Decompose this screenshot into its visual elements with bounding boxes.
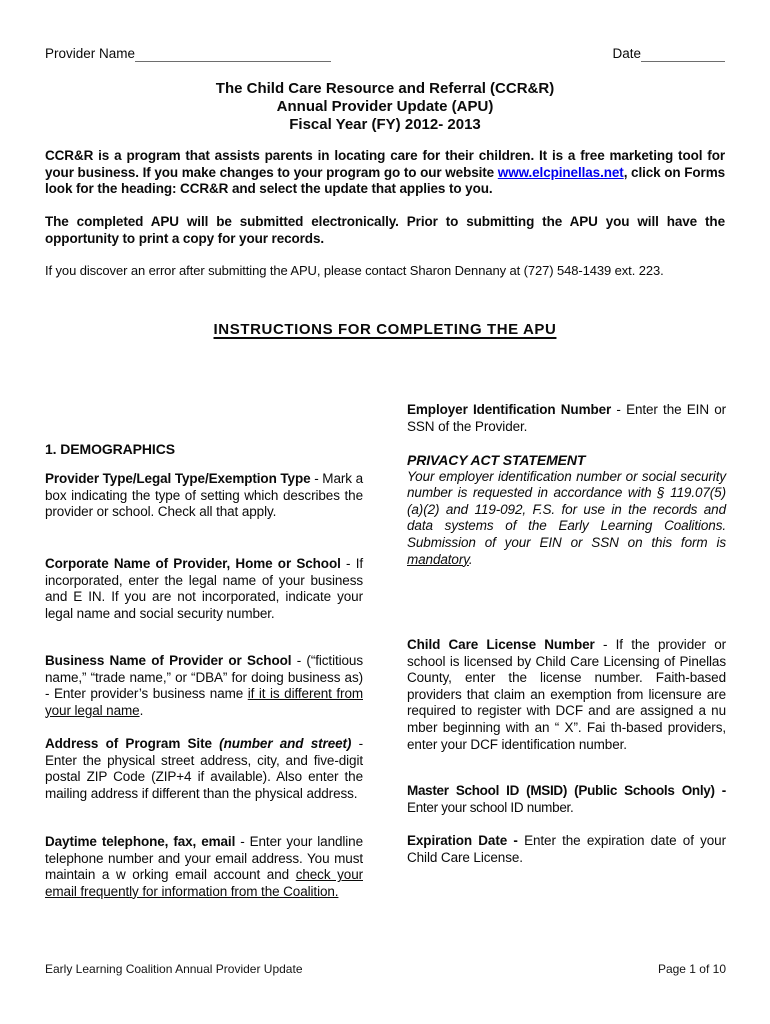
para-daytime-contact xyxy=(45,834,363,900)
text-privacy-underlined: mandatory xyxy=(407,551,469,567)
sep-corporate-name: - xyxy=(340,556,356,571)
term-daytime-contact: Daytime telephone, fax, email xyxy=(45,834,236,849)
intro-paragraph-2: The completed APU will be submitted electronically. Prior to submitting the APU you will have the opportunity to print a copy for your records. xyxy=(45,214,725,246)
title-line-2: Annual Provider Update (APU) xyxy=(276,98,494,115)
para-corporate-name xyxy=(45,556,363,622)
text-privacy: Your employer identification number or social security number is requested in accordance with § 119.07(5)(a)(2) and 119-092, F.S. for use in the records and data systems of the Early Learning Coalitions. Submission of your EIN or SSN on this form is xyxy=(407,468,726,550)
para-business-name xyxy=(45,653,363,719)
term-address: Address of Program Site xyxy=(45,736,212,751)
text-msid: Enter your school ID number. xyxy=(407,799,574,815)
privacy-act-statement xyxy=(407,452,726,568)
para-provider-type xyxy=(45,471,363,521)
website-link[interactable]: www.elcpinellas.net xyxy=(497,164,624,180)
term-provider-type: Provider Type/Legal Type/Exemption Type xyxy=(45,471,311,486)
text-business-name: (“fictitious name,” “trade name,” or “DBA” for doing business as) - Enter provider’s business name xyxy=(45,653,363,702)
term-business-name: Business Name of Provider or School xyxy=(45,653,292,668)
privacy-heading: PRIVACY ACT STATEMENT xyxy=(407,452,586,468)
date-label: Date xyxy=(612,46,641,61)
date-blank xyxy=(641,48,725,62)
text-daytime-contact: Enter your landline telephone number and your email address. You must maintain a w orking email account and xyxy=(45,834,363,883)
term-msid: Master School ID (MSID) (Public Schools Only) - xyxy=(407,783,726,798)
para-expiration-date xyxy=(407,833,726,866)
instructions-heading: INSTRUCTIONS FOR COMPLETING THE APU xyxy=(213,321,557,338)
sep-ein: - xyxy=(611,402,627,417)
sep-provider-type: - xyxy=(310,471,323,486)
text-daytime-underlined: check your email frequently for information from the Coalition. xyxy=(45,867,363,899)
text-business-name-end: . xyxy=(139,702,144,718)
text-ein: Enter the EIN or SSN of the Provider. xyxy=(407,402,726,434)
para-msid xyxy=(407,783,726,816)
para-license-number xyxy=(407,637,726,753)
document-title xyxy=(0,80,770,134)
page-footer xyxy=(45,962,726,976)
intro-p1-start: CCR&R is a program that assists parents in locating care for their children. It is a free marketing tool for your business. If you make changes to your program go to our website xyxy=(45,148,725,180)
text-privacy-end: . xyxy=(468,551,473,567)
text-address: Enter the physical street address, city, and five-digit postal ZIP Code (ZIP+4 if available). Also enter the mailing address if different than the physical address. xyxy=(45,752,363,801)
term-corporate-name: Corporate Name of Provider, Home or School xyxy=(45,556,341,571)
intro-paragraph-1 xyxy=(45,148,725,198)
provider-name-blank xyxy=(135,48,331,62)
text-expiration-date: Enter the expiration date of your Child Care License. xyxy=(407,833,726,865)
sep-daytime-contact: - xyxy=(235,834,250,849)
header-fill-line xyxy=(45,46,725,62)
text-corporate-name: If incorporated, enter the legal name of your business and E IN. If you are not incorporated, indicate your legal name and social security number. xyxy=(45,556,363,621)
sep-address: - xyxy=(351,736,363,751)
text-business-name-underlined: if it is different from your legal name xyxy=(45,686,363,718)
demographics-heading: 1. DEMOGRAPHICS xyxy=(45,441,175,457)
privacy-body xyxy=(407,469,726,569)
sep-license-number: - xyxy=(594,637,616,652)
para-ein xyxy=(407,402,726,435)
intro-paragraph-3: If you discover an error after submitting the APU, please contact Sharon Dennany at (727) 548-1439 ext. 223. xyxy=(45,263,664,278)
intro-p1-end: , click on Forms look for the heading: CCR&R and select the update that applies to you. xyxy=(45,164,726,196)
term-address-italic: (number and street) xyxy=(211,736,352,751)
para-address xyxy=(45,736,363,802)
term-license-number: Child Care License Number xyxy=(407,637,595,652)
text-license-number: If the provider or school is licensed by Child Care Licensing of Pinellas County, enter the license number. Faith-based providers that claim an exemption from licensure are required to register with DCF and are assigned a nu mber beginning with an “ X”. Fai th-based providers, enter your DCF identification number. xyxy=(407,637,726,752)
term-expiration-date: Expiration Date - xyxy=(407,833,525,848)
footer-page-number: Page 1 of 10 xyxy=(657,962,726,976)
footer-document-name: Early Learning Coalition Annual Provider Update xyxy=(45,962,303,976)
text-provider-type: Mark a box indicating the type of setting which describes the provider or school. Check all that apply. xyxy=(45,471,363,520)
title-line-3: Fiscal Year (FY) 2012- 2013 xyxy=(289,116,481,133)
sep-business-name: - xyxy=(291,653,307,668)
term-ein: Employer Identification Number xyxy=(407,402,612,417)
provider-name-label: Provider Name xyxy=(45,46,136,61)
title-line-1: The Child Care Resource and Referral (CCR&R) xyxy=(215,80,555,97)
